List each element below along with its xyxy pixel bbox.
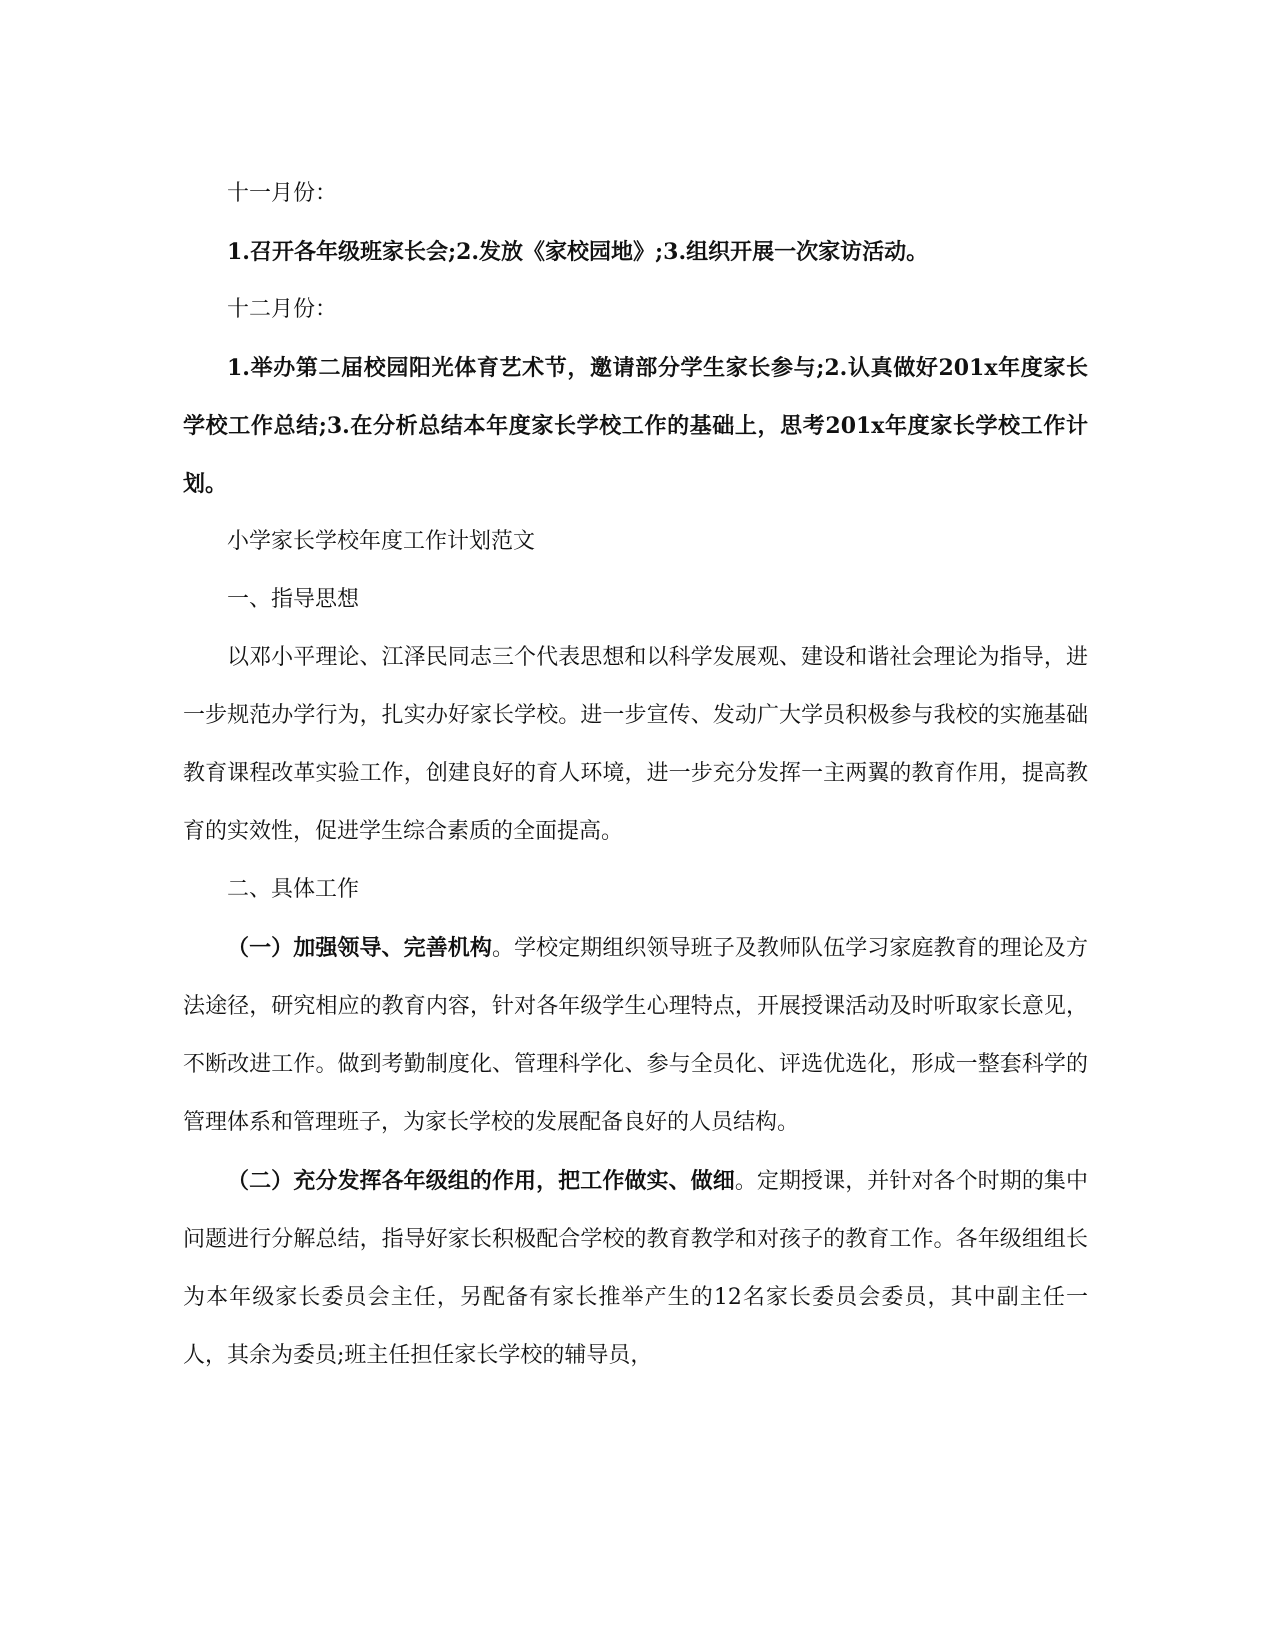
work-item-2-body: 。定期授课，并针对各个时期的集中问题进行分解总结，指导好家长积极配合学校的教育教学和对孩子的教育工作。各年级组组长为本年级家长委员会主任，另配备有家长推举产生的12名家长委员会委员，其中副主任一人，其余为委员;班主任担任家长学校的辅导员，	[183, 1169, 1088, 1368]
heading-specific-work: 二、具体工作	[227, 877, 360, 902]
work-item-2	[183, 1152, 1088, 1385]
work-item-1-body: 。学校定期组织领导班子及教师队伍学习家庭教育的理论及方法途径，研究相应的教育内容，针对各年级学生心理特点，开展授课活动及时听取家长意见，不断改进工作。做到考勤制度化、管理科学化、参与全员化、评选优选化，形成一整套科学的管理体系和管理班子，为家长学校的发展配备良好的人员结构。	[183, 936, 1088, 1135]
work-item-2-title: （二）充分发挥各年级组的作用，把工作做实、做细	[227, 1168, 735, 1194]
heading-guiding-ideology: 一、指导思想	[227, 587, 360, 612]
work-item-1-title: （一）加强领导、完善机构	[227, 935, 492, 961]
document-body	[183, 165, 1088, 1385]
heading-december: 十二月份：	[227, 297, 338, 322]
november-plan: 1.召开各年级班家长会;2.发放《家校园地》;3.组织开展一次家访活动。	[227, 239, 929, 265]
guiding-ideology-paragraph: 以邓小平理论、江泽民同志三个代表思想和以科学发展观、建设和谐社会理论为指导，进一步规范办学行为，扎实办好家长学校。进一步宣传、发动广大学员积极参与我校的实施基础教育课程改革实验工作，创建良好的育人环境，进一步充分发挥一主两翼的教育作用，提高教育的实效性，促进学生综合素质的全面提高。	[183, 645, 1088, 844]
section-title: 小学家长学校年度工作计划范文	[227, 529, 536, 554]
work-item-1	[183, 919, 1088, 1152]
heading-november: 十一月份：	[227, 181, 338, 206]
december-plan: 1.举办第二届校园阳光体育艺术节，邀请部分学生家长参与;2.认真做好201x年度家长学校工作总结;3.在分析总结本年度家长学校工作的基础上，思考201x年度家长学校工作计划。	[183, 355, 1088, 497]
